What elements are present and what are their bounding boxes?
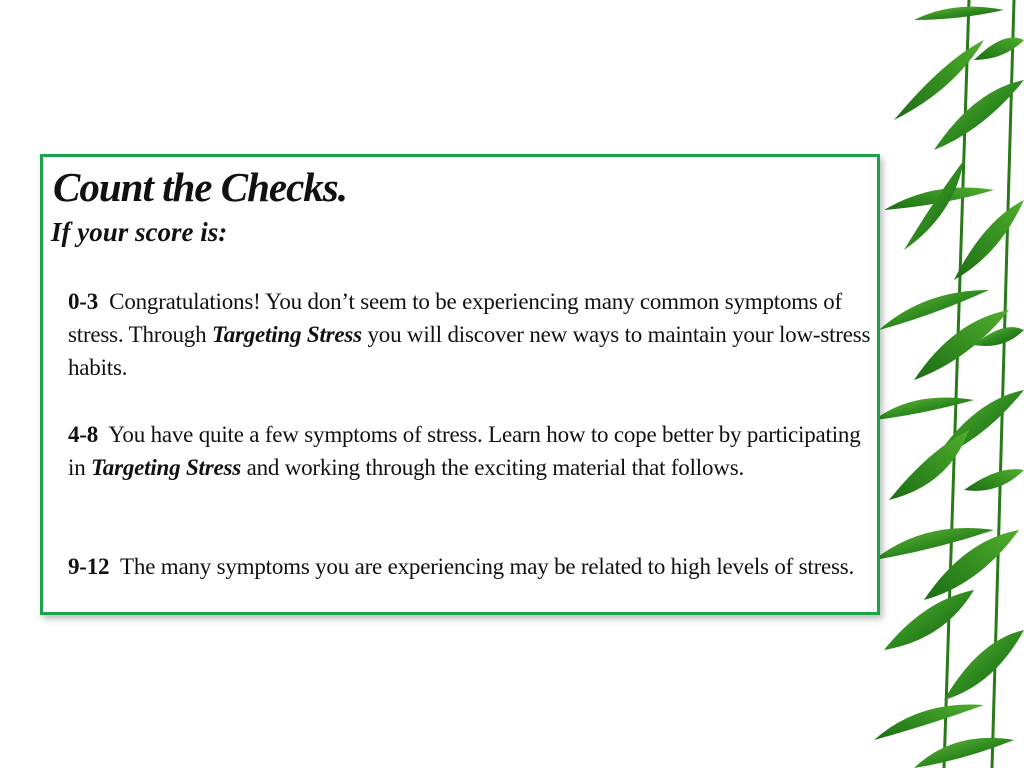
card-title: Count the Checks. [53, 164, 347, 210]
score-range: 0-3 [68, 289, 99, 314]
score-text-post: you will discover new ways to maintain your low-stress habits. [68, 322, 871, 380]
score-paragraph-0-3 [68, 285, 878, 384]
program-name: Targeting Stress [211, 322, 362, 347]
score-text: The many symptoms you are experiencing may be related to high levels of stress. [120, 554, 855, 579]
score-paragraph-4-8 [68, 418, 878, 484]
program-name: Targeting Stress [91, 455, 242, 480]
score-paragraph-9-12 [68, 550, 878, 583]
score-range: 9-12 [68, 554, 110, 579]
score-text-pre: Congratulations! You don’t seem to be experiencing many common symptoms of stress. Through [68, 289, 842, 347]
score-range: 4-8 [68, 422, 99, 447]
bamboo-leaves-image [874, 0, 1024, 768]
score-text-post: and working through the exciting material that follows. [241, 455, 745, 480]
score-text-pre: You have quite a few symptoms of stress. Learn how to cope better by participating in [68, 422, 861, 480]
score-card [40, 154, 880, 615]
card-subtitle: If your score is: [51, 217, 228, 247]
